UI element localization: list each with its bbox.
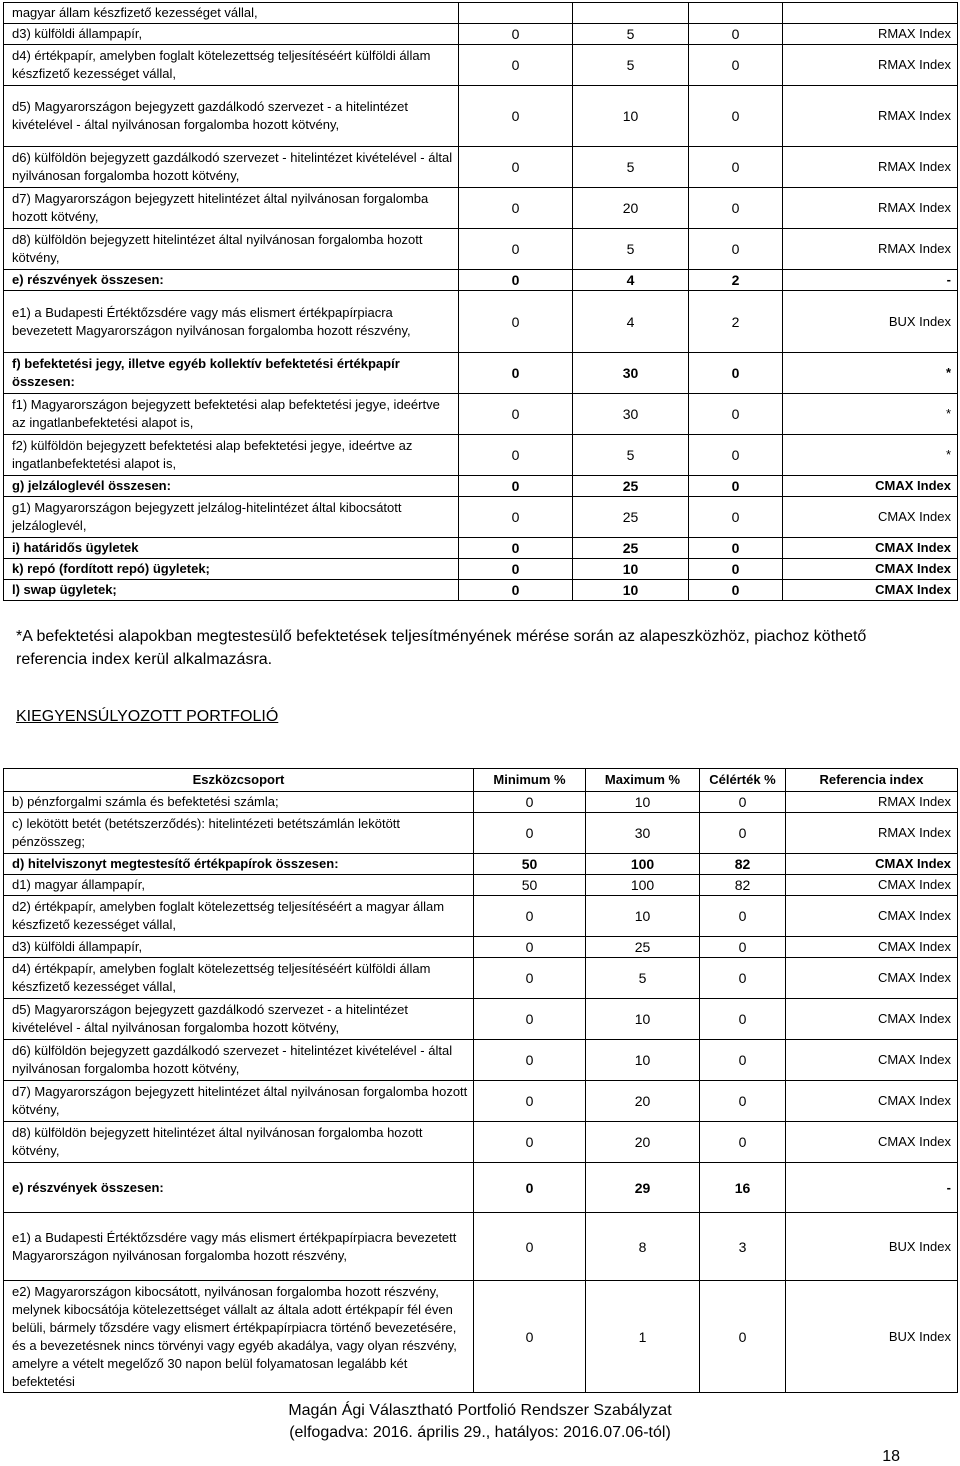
row-label: d4) értékpapír, amelyben foglalt kötelezettség teljesítéséért külföldi állam készfizető kezességet vállal, [4,958,474,999]
reference-index-cell: CMAX Index [783,497,958,538]
row-label: f) befektetési jegy, illetve egyéb kollektív befektetési értékpapír összesen: [4,353,459,394]
minimum-cell: 0 [474,896,586,937]
minimum-cell: 0 [459,497,573,538]
maximum-cell: 20 [586,1122,700,1163]
reference-index-cell: - [786,1163,958,1213]
balanced-portfolio-table [3,768,958,1393]
header-minimum: Minimum % [474,769,586,792]
maximum-cell: 30 [586,813,700,854]
maximum-cell: 5 [573,147,689,188]
minimum-cell: 50 [474,875,586,896]
maximum-cell: 5 [573,229,689,270]
maximum-cell: 25 [573,497,689,538]
minimum-cell [459,3,573,24]
table-row [4,813,958,854]
minimum-cell: 0 [459,188,573,229]
reference-index-cell: BUX Index [786,1281,958,1393]
target-cell [689,3,783,24]
target-cell: 16 [700,1163,786,1213]
row-label: d3) külföldi állampapír, [4,937,474,958]
minimum-cell: 0 [459,353,573,394]
table-row [4,875,958,896]
reference-index-cell: CMAX Index [786,1040,958,1081]
maximum-cell: 30 [573,353,689,394]
target-cell: 0 [700,937,786,958]
row-label: k) repó (fordított repó) ügyletek; [4,559,459,580]
row-label: d5) Magyarországon bejegyzett gazdálkodó szervezet - a hitelintézet kivételével - által nyilvánosan forgalomba hozott kötvény, [4,86,459,147]
minimum-cell: 0 [459,270,573,291]
table-row [4,353,958,394]
table-row [4,792,958,813]
table-header-row [4,769,958,792]
table-row [4,394,958,435]
minimum-cell: 0 [459,45,573,86]
maximum-cell: 10 [573,559,689,580]
table-row [4,896,958,937]
row-label: magyar állam készfizető kezességet vállal, [4,3,459,24]
table-body [4,3,958,601]
row-label: d) hitelviszonyt megtestesítő értékpapírok összesen: [4,854,474,875]
reference-index-cell: * [783,353,958,394]
reference-index-cell: CMAX Index [783,476,958,497]
target-cell: 0 [689,497,783,538]
table-row [4,45,958,86]
table-row [4,1081,958,1122]
reference-index-cell: RMAX Index [786,792,958,813]
row-label: i) határidős ügyletek [4,538,459,559]
page-footer [240,1400,720,1444]
table-row [4,1281,958,1393]
target-cell: 0 [700,999,786,1040]
table-row [4,270,958,291]
reference-index-cell: RMAX Index [783,188,958,229]
maximum-cell: 10 [586,896,700,937]
table-row [4,580,958,601]
target-cell: 82 [700,854,786,875]
row-label: d5) Magyarországon bejegyzett gazdálkodó szervezet - a hitelintézet kivételével - által nyilvánosan forgalomba hozott kötvény, [4,999,474,1040]
row-label: b) pénzforgalmi számla és befektetési számla; [4,792,474,813]
minimum-cell: 0 [474,1122,586,1163]
row-label: d8) külföldön bejegyzett hitelintézet által nyilvánosan forgalomba hozott kötvény, [4,229,459,270]
row-label: g) jelzáloglevél összesen: [4,476,459,497]
minimum-cell: 0 [459,580,573,601]
minimum-cell: 0 [459,147,573,188]
target-cell: 82 [700,875,786,896]
footnote: *A befektetési alapokban megtestesülő befektetések teljesítményének mérése során az alapeszközhöz, piachoz köthető referencia index kerül alkalmazásra. [16,628,867,668]
target-cell: 0 [700,1281,786,1393]
table-row [4,1163,958,1213]
target-cell: 0 [689,476,783,497]
maximum-cell: 25 [573,476,689,497]
maximum-cell: 25 [573,538,689,559]
asset-allocation-table-continued [3,2,958,601]
minimum-cell: 0 [459,476,573,497]
minimum-cell: 0 [459,229,573,270]
minimum-cell: 0 [474,958,586,999]
table-row [4,497,958,538]
target-cell: 0 [689,435,783,476]
row-label: e) részvények összesen: [4,270,459,291]
reference-index-cell: BUX Index [783,291,958,353]
reference-index-cell: CMAX Index [783,559,958,580]
reference-index-cell: * [783,435,958,476]
maximum-cell: 10 [586,1040,700,1081]
table-row [4,1122,958,1163]
row-label: g1) Magyarországon bejegyzett jelzálog-hitelintézet által kibocsátott jelzáloglevél, [4,497,459,538]
target-cell: 0 [689,538,783,559]
target-cell: 0 [689,86,783,147]
maximum-cell: 20 [586,1081,700,1122]
reference-index-cell: CMAX Index [783,580,958,601]
target-cell: 0 [689,147,783,188]
target-cell: 0 [700,1081,786,1122]
header-reference-index: Referencia index [786,769,958,792]
row-label: l) swap ügyletek; [4,580,459,601]
row-label: e1) a Budapesti Értéktőzsdére vagy más elismert értékpapírpiacra bevezetett Magyarországon nyilvánosan forgalomba hozott részvény, [4,1213,474,1281]
row-label: c) lekötött betét (betétszerződés): hitelintézeti betétszámlán lekötött pénzösszeg; [4,813,474,854]
reference-index-cell: RMAX Index [783,24,958,45]
minimum-cell: 0 [474,792,586,813]
table-row [4,559,958,580]
maximum-cell: 100 [586,854,700,875]
header-target: Célérték % [700,769,786,792]
reference-index-cell: CMAX Index [786,958,958,999]
maximum-cell: 20 [573,188,689,229]
table-row [4,435,958,476]
reference-index-cell: CMAX Index [786,937,958,958]
minimum-cell: 0 [459,24,573,45]
maximum-cell: 10 [573,86,689,147]
minimum-cell: 0 [459,86,573,147]
reference-index-cell: RMAX Index [783,86,958,147]
target-cell: 0 [689,353,783,394]
reference-index-cell [783,3,958,24]
table-row [4,999,958,1040]
target-cell: 0 [689,580,783,601]
minimum-cell: 0 [474,999,586,1040]
maximum-cell: 4 [573,270,689,291]
row-label: f1) Magyarországon bejegyzett befektetési alap befektetési jegye, ideértve az ingatlanbefektetési alapot is, [4,394,459,435]
maximum-cell: 1 [586,1281,700,1393]
table-row [4,958,958,999]
target-cell: 0 [700,958,786,999]
table-row [4,3,958,24]
maximum-cell: 4 [573,291,689,353]
table-row [4,291,958,353]
reference-index-cell: CMAX Index [786,1122,958,1163]
minimum-cell: 0 [474,937,586,958]
footer-title: Magán Ági Választható Portfolió Rendszer Szabályzat [288,1402,672,1419]
table-row [4,1213,958,1281]
row-label: d6) külföldön bejegyzett gazdálkodó szervezet - hitelintézet kivételével - által nyilvánosan forgalomba hozott kötvény, [4,1040,474,1081]
target-cell: 2 [689,291,783,353]
table-row [4,854,958,875]
maximum-cell: 29 [586,1163,700,1213]
minimum-cell: 0 [459,538,573,559]
maximum-cell: 25 [586,937,700,958]
reference-index-cell: CMAX Index [786,854,958,875]
row-label: d2) értékpapír, amelyben foglalt kötelezettség teljesítéséért a magyar állam készfizető kezességet vállal, [4,896,474,937]
minimum-cell: 0 [474,1163,586,1213]
minimum-cell: 50 [474,854,586,875]
row-label: d7) Magyarországon bejegyzett hitelintézet által nyilvánosan forgalomba hozott kötvény, [4,188,459,229]
target-cell: 0 [700,813,786,854]
target-cell: 0 [689,559,783,580]
target-cell: 0 [689,45,783,86]
row-label: d8) külföldön bejegyzett hitelintézet által nyilvánosan forgalomba hozott kötvény, [4,1122,474,1163]
reference-index-cell: RMAX Index [783,147,958,188]
maximum-cell: 5 [573,435,689,476]
reference-index-cell: RMAX Index [786,813,958,854]
table-row [4,229,958,270]
page-number: 18 [882,1448,900,1465]
maximum-cell: 10 [586,792,700,813]
maximum-cell: 5 [573,24,689,45]
table-row [4,188,958,229]
maximum-cell: 100 [586,875,700,896]
maximum-cell: 5 [573,45,689,86]
maximum-cell: 8 [586,1213,700,1281]
table-body [4,792,958,1393]
row-label: d6) külföldön bejegyzett gazdálkodó szervezet - hitelintézet kivételével - által nyilvánosan forgalomba hozott kötvény, [4,147,459,188]
table-row [4,147,958,188]
row-label: d4) értékpapír, amelyben foglalt kötelezettség teljesítéséért külföldi állam készfizető kezességet vállal, [4,45,459,86]
row-label: d3) külföldi állampapír, [4,24,459,45]
reference-index-cell: CMAX Index [786,896,958,937]
reference-index-cell: CMAX Index [783,538,958,559]
table-row [4,1040,958,1081]
row-label: d7) Magyarországon bejegyzett hitelintézet által nyilvánosan forgalomba hozott kötvény, [4,1081,474,1122]
minimum-cell: 0 [459,291,573,353]
target-cell: 0 [689,188,783,229]
table-row [4,538,958,559]
row-label: e) részvények összesen: [4,1163,474,1213]
table-row [4,937,958,958]
row-label: e2) Magyarországon kibocsátott, nyilvánosan forgalomba hozott részvény, melynek kibocsátója kötelezettséget vállalt az általa adott értékpapír fél éven belüli, bármely tőzsdére vagy elismert értékpapírpiacra történő bevezetésére, és a bevezetésnek nincs törvényi vagy egyéb akadálya, vagy olyan részvény, amelyre a vételt megelőző 30 napon belül folyamatosan legalább két befektetési [4,1281,474,1393]
reference-index-cell: RMAX Index [783,45,958,86]
row-label: e1) a Budapesti Értéktőzsdére vagy más elismert értékpapírpiacra bevezetett Magyarországon nyilvánosan forgalomba hozott részvény, [4,291,459,353]
minimum-cell: 0 [474,813,586,854]
target-cell: 0 [700,1122,786,1163]
header-maximum: Maximum % [586,769,700,792]
row-label: f2) külföldön bejegyzett befektetési alap befektetési jegye, ideértve az ingatlanbefektetési alapot is, [4,435,459,476]
minimum-cell: 0 [474,1081,586,1122]
maximum-cell: 10 [573,580,689,601]
header-asset-group: Eszközcsoport [4,769,474,792]
target-cell: 3 [700,1213,786,1281]
maximum-cell: 10 [586,999,700,1040]
target-cell: 2 [689,270,783,291]
table-row [4,476,958,497]
target-cell: 0 [700,896,786,937]
table-row [4,24,958,45]
maximum-cell: 5 [586,958,700,999]
target-cell: 0 [689,394,783,435]
minimum-cell: 0 [459,394,573,435]
reference-index-cell: CMAX Index [786,999,958,1040]
row-label: d1) magyar állampapír, [4,875,474,896]
reference-index-cell: BUX Index [786,1213,958,1281]
reference-index-cell: CMAX Index [786,1081,958,1122]
target-cell: 0 [700,1040,786,1081]
minimum-cell: 0 [459,435,573,476]
section-title: KIEGYENSÚLYOZOTT PORTFOLIÓ [16,708,279,725]
reference-index-cell: CMAX Index [786,875,958,896]
minimum-cell: 0 [474,1040,586,1081]
reference-index-cell: RMAX Index [783,229,958,270]
minimum-cell: 0 [474,1281,586,1393]
minimum-cell: 0 [459,559,573,580]
reference-index-cell: - [783,270,958,291]
footer-dates: (elfogadva: 2016. április 29., hatályos: 2016.07.06-tól) [289,1424,671,1441]
target-cell: 0 [689,229,783,270]
target-cell: 0 [689,24,783,45]
maximum-cell: 30 [573,394,689,435]
target-cell: 0 [700,792,786,813]
table-row [4,86,958,147]
minimum-cell: 0 [474,1213,586,1281]
maximum-cell [573,3,689,24]
reference-index-cell: * [783,394,958,435]
